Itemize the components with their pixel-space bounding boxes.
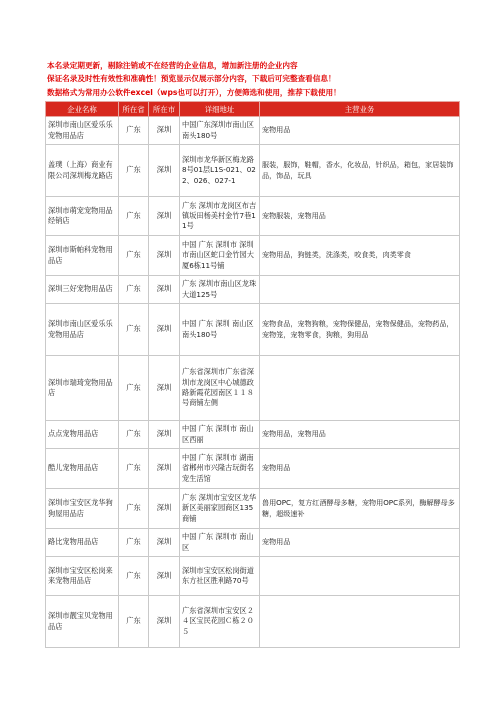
business-cell: 宠物食品，宠物狗粮，宠物保健品，宠物保健品，宠物药品，宠物笼，宠物零食，狗粮，狗用品 <box>260 304 460 356</box>
company-name-cell: 点点宠物用品店 <box>46 421 119 449</box>
company-name-cell: 盖璞（上海）商业有限公司深圳梅龙路店 <box>46 145 119 197</box>
province-cell: 广东 <box>119 197 149 236</box>
company-name-cell: 深圳市靓宝贝宠物用品店 <box>46 596 119 648</box>
notice-block <box>47 59 467 99</box>
business-cell: 宠物用品 <box>260 449 460 489</box>
address-cell: 深圳市宝安区松岗街道东方社区胜利路70号 <box>180 557 260 596</box>
province-cell: 广东 <box>119 276 149 304</box>
business-cell <box>260 356 460 421</box>
business-cell: 兽用OPC，复方红酒酵母多糖，宠物用OPC系列，酶解酵母多糖，超级速补 <box>260 489 460 529</box>
header-business: 主营业务 <box>260 102 460 117</box>
table-row <box>46 356 460 421</box>
city-cell: 深圳 <box>149 421 180 449</box>
city-cell: 深圳 <box>149 197 180 236</box>
address-cell: 中国广东深圳市南山区南头180号 <box>180 117 260 145</box>
table-header-row <box>46 102 460 117</box>
header-province: 所在省 <box>119 102 149 117</box>
table-row <box>46 145 460 197</box>
city-cell: 深圳 <box>149 236 180 276</box>
province-cell: 广东 <box>119 449 149 489</box>
province-cell: 广东 <box>119 529 149 557</box>
business-cell: 宠物用品 <box>260 117 460 145</box>
address-cell: 广东省深圳市宝安区２４区宝民花园Ｃ栋２０５ <box>180 596 260 648</box>
table-row <box>46 557 460 596</box>
business-cell <box>260 276 460 304</box>
business-cell <box>260 596 460 648</box>
company-name-cell: 深圳三好宠物用品店 <box>46 276 119 304</box>
table-row <box>46 596 460 648</box>
table-row <box>46 529 460 557</box>
province-cell: 广东 <box>119 596 149 648</box>
table-row <box>46 304 460 356</box>
province-cell: 广东 <box>119 356 149 421</box>
city-cell: 深圳 <box>149 276 180 304</box>
city-cell: 深圳 <box>149 356 180 421</box>
city-cell: 深圳 <box>149 117 180 145</box>
address-cell: 广东 深圳市龙岗区布吉镇坂田杨美村金竹7巷11号 <box>180 197 260 236</box>
business-cell: 宠物用品 <box>260 529 460 557</box>
address-cell: 广东 深圳市南山区龙珠大道125号 <box>180 276 260 304</box>
header-company-name: 企业名称 <box>46 102 119 117</box>
company-name-cell: 深圳市宝安区龙华狗狗屋用品店 <box>46 489 119 529</box>
address-cell: 中国 广东 深圳市 南山区西丽 <box>180 421 260 449</box>
header-address: 详细地址 <box>180 102 260 117</box>
company-name-cell: 深圳市斯帕科宠物用品店 <box>46 236 119 276</box>
province-cell: 广东 <box>119 145 149 197</box>
company-name-cell: 深圳市瑞琦宠物用品店 <box>46 356 119 421</box>
company-name-cell: 深圳市南山区爱乐乐宠物用品店 <box>46 117 119 145</box>
city-cell: 深圳 <box>149 596 180 648</box>
table-row <box>46 236 460 276</box>
city-cell: 深圳 <box>149 304 180 356</box>
province-cell: 广东 <box>119 117 149 145</box>
table-row <box>46 449 460 489</box>
address-cell: 中国 广东 深圳市 湖南省郴州市兴隆古玩街名宠生活馆 <box>180 449 260 489</box>
province-cell: 广东 <box>119 489 149 529</box>
address-cell: 广东 深圳市宝安区龙华新区美丽家园商区135商铺 <box>180 489 260 529</box>
company-name-cell: 深圳市宝安区松岗来来宠物用品店 <box>46 557 119 596</box>
header-city: 所在市 <box>149 102 180 117</box>
address-cell: 深圳市龙华新区梅龙路8号01层L1S-021、022、026、027-1 <box>180 145 260 197</box>
company-table <box>45 101 460 648</box>
city-cell: 深圳 <box>149 489 180 529</box>
company-name-cell: 路比宠物用品店 <box>46 529 119 557</box>
table-row <box>46 276 460 304</box>
business-cell: 宠物用品，宠物用品 <box>260 421 460 449</box>
table-row <box>46 489 460 529</box>
notice-line: 数据格式为常用办公软件excel（wps也可以打开），方便筛选和使用，推荐下载使用！ <box>47 87 341 97</box>
city-cell: 深圳 <box>149 449 180 489</box>
business-cell: 宠物服装，宠物用品 <box>260 197 460 236</box>
address-cell: 中国 广东 深圳 南山区 南头180号 <box>180 304 260 356</box>
company-name-cell: 酷儿宠物用品店 <box>46 449 119 489</box>
address-cell: 中国 广东 深圳市 南山区 <box>180 529 260 557</box>
city-cell: 深圳 <box>149 145 180 197</box>
address-cell: 中国 广东 深圳市 深圳市南山区蛇口金竹园大厦6栋11号铺 <box>180 236 260 276</box>
table-row <box>46 117 460 145</box>
province-cell: 广东 <box>119 304 149 356</box>
table-row <box>46 197 460 236</box>
business-cell: 服装，服饰，鞋帽，香水，化妆品，针织品，箱包，家居装饰品，饰品，玩具 <box>260 145 460 197</box>
table-row <box>46 421 460 449</box>
business-cell <box>260 557 460 596</box>
business-cell: 宠物用品，狗链类，洗涤类，咬食类，肉类零食 <box>260 236 460 276</box>
table-body <box>46 117 460 648</box>
notice-line: 保证名录及时性有效性和准确性！预览显示仅展示部分内容，下载后可完整查看信息！ <box>47 74 336 84</box>
province-cell: 广东 <box>119 236 149 276</box>
company-name-cell: 深圳市南山区爱乐乐宠物用品店 <box>46 304 119 356</box>
city-cell: 深圳 <box>149 557 180 596</box>
address-cell: 广东省深圳市广东省深圳市龙岗区中心城德政路新霞花园南区１１８号商铺左侧 <box>180 356 260 421</box>
notice-line: 本名录定期更新，剔除注销或不在经营的企业信息，增加新注册的企业内容 <box>47 61 298 70</box>
city-cell: 深圳 <box>149 529 180 557</box>
province-cell: 广东 <box>119 421 149 449</box>
province-cell: 广东 <box>119 557 149 596</box>
company-name-cell: 深圳市萌宠宠物用品经销店 <box>46 197 119 236</box>
